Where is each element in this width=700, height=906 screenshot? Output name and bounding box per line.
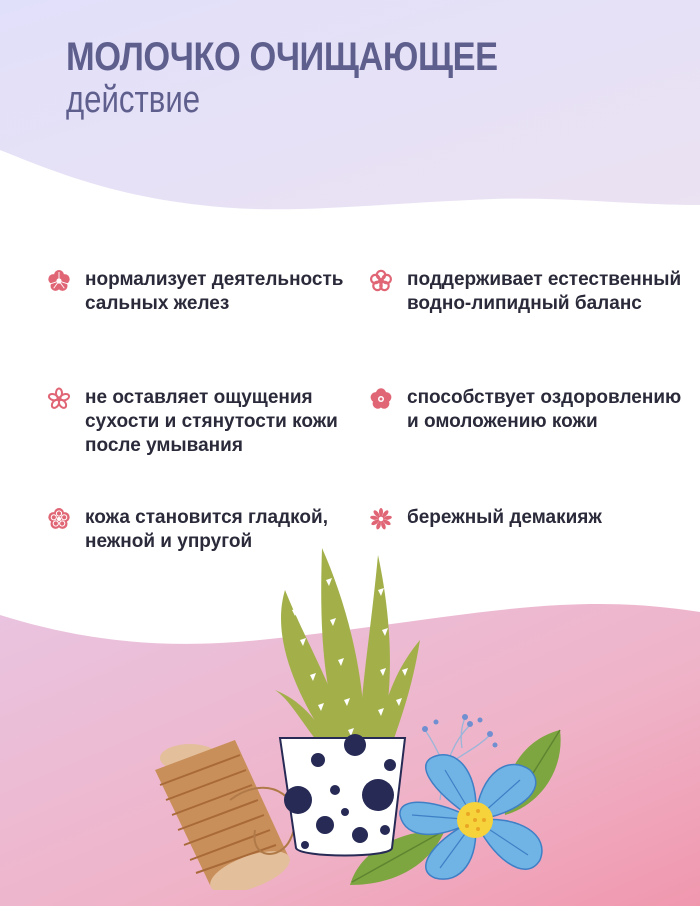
flower-outline-icon: [369, 269, 393, 293]
flower-solid-icon: [369, 387, 393, 411]
feature-item: [47, 268, 343, 316]
page-subtitle: действие: [66, 79, 201, 121]
feature-item: [47, 386, 338, 458]
feature-item: [369, 386, 681, 434]
feature-text: кожа становится гладкой, нежной и упругой: [85, 507, 328, 552]
flower-outline-icon: [47, 507, 71, 531]
feature-text: не оставляет ощущения сухости и стянутости кожи после умывания: [85, 387, 338, 456]
feature-text: способствует оздоровлению и омоложению кожи: [407, 387, 682, 432]
flower-outline-icon: [47, 269, 71, 293]
header: [66, 34, 568, 120]
flower-sparkle-icon: [47, 387, 71, 411]
feature-item: [369, 268, 681, 316]
aloe-plant: [275, 548, 420, 745]
page-title: МОЛОЧКО ОЧИЩАЮЩЕЕ: [66, 35, 498, 79]
decorative-illustration: [140, 540, 580, 890]
feature-item: [369, 506, 602, 531]
feature-text: нормализует деятельность сальных желез: [85, 269, 344, 314]
flower-daisy-icon: [369, 507, 393, 531]
feature-text: бережный демакияж: [407, 507, 602, 528]
feature-item: [47, 506, 328, 554]
feature-text: поддерживает естественный водно-липидный баланс: [407, 269, 682, 314]
polka-dot-pot: [280, 734, 405, 856]
